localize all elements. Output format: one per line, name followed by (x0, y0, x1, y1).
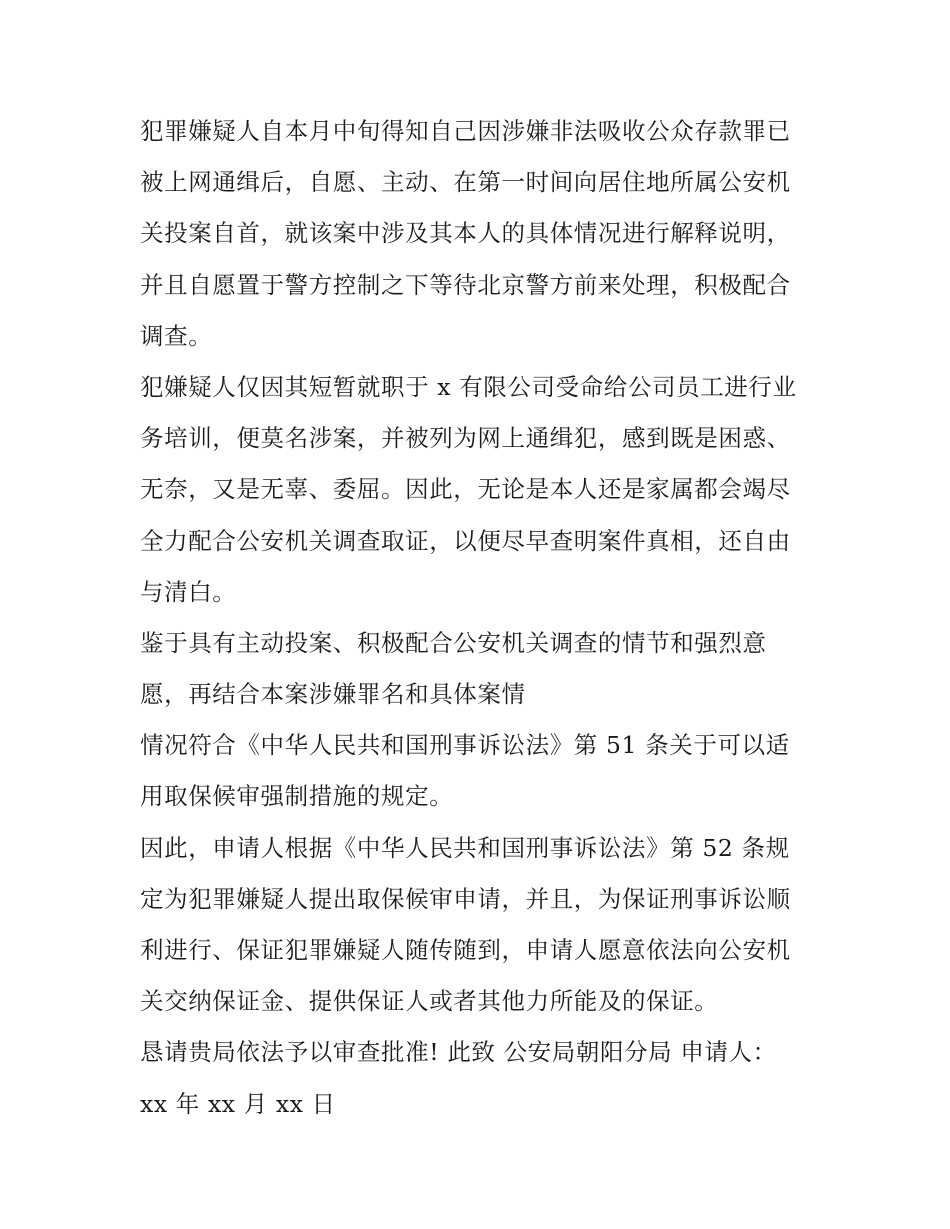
text-line: 鉴于具有主动投案、积极配合公安机关调查的情节和强烈意 (140, 628, 767, 657)
text-line: 被上网通缉后，自愿、主动、在第一时间向居住地所属公安机 (140, 168, 791, 197)
text-line: 无奈，又是无辜、委屈。因此，无论是本人还是家属都会竭尽 (140, 475, 791, 504)
document-body (140, 106, 820, 1130)
text-line: 利进行、保证犯罪嫌疑人随传随到，申请人愿意依法向公安机 (140, 936, 791, 964)
text-line: 务培训，便莫名涉案，并被列为网上通缉犯，感到既是困惑、 (140, 424, 791, 453)
text-line: 犯嫌疑人仅因其短暂就职于 x 有限公司受命给公司员工进行业 (140, 372, 797, 401)
text-line: 因此，申请人根据《中华人民共和国刑事诉讼法》第 52 条规 (140, 833, 790, 862)
text-line: 愿，再结合本案涉嫌罪名和具体案情 (140, 680, 526, 709)
text-line: 关投案自首，就该案中涉及其本人的具体情况进行解释说明， (140, 219, 791, 248)
text-line: 犯罪嫌疑人自本月中旬得知自己因涉嫌非法吸收公众存款罪已 (140, 117, 791, 145)
text-line: 恳请贵局依法予以审查批准! 此致 公安局朝阳分局 申请人： (140, 1038, 777, 1067)
text-line: 用取保候审强制措施的规定。 (140, 782, 454, 811)
date-line: xx 年 xx 月 xx 日 (140, 1089, 336, 1118)
text-line: 情况符合《中华人民共和国刑事诉讼法》第 51 条关于可以适 (140, 731, 790, 760)
text-line: 调查。 (140, 321, 213, 350)
text-line: 定为犯罪嫌疑人提出取保候审申请，并且，为保证刑事诉讼顺 (140, 884, 791, 913)
text-line: 关交纳保证金、提供保证人或者其他力所能及的保证。 (140, 987, 719, 1016)
text-line: 并且自愿置于警方控制之下等待北京警方前来处理，积极配合 (140, 270, 791, 299)
text-line: 全力配合公安机关调查取证，以便尽早查明案件真相，还自由 (140, 526, 791, 555)
text-line: 与清白。 (140, 577, 237, 606)
